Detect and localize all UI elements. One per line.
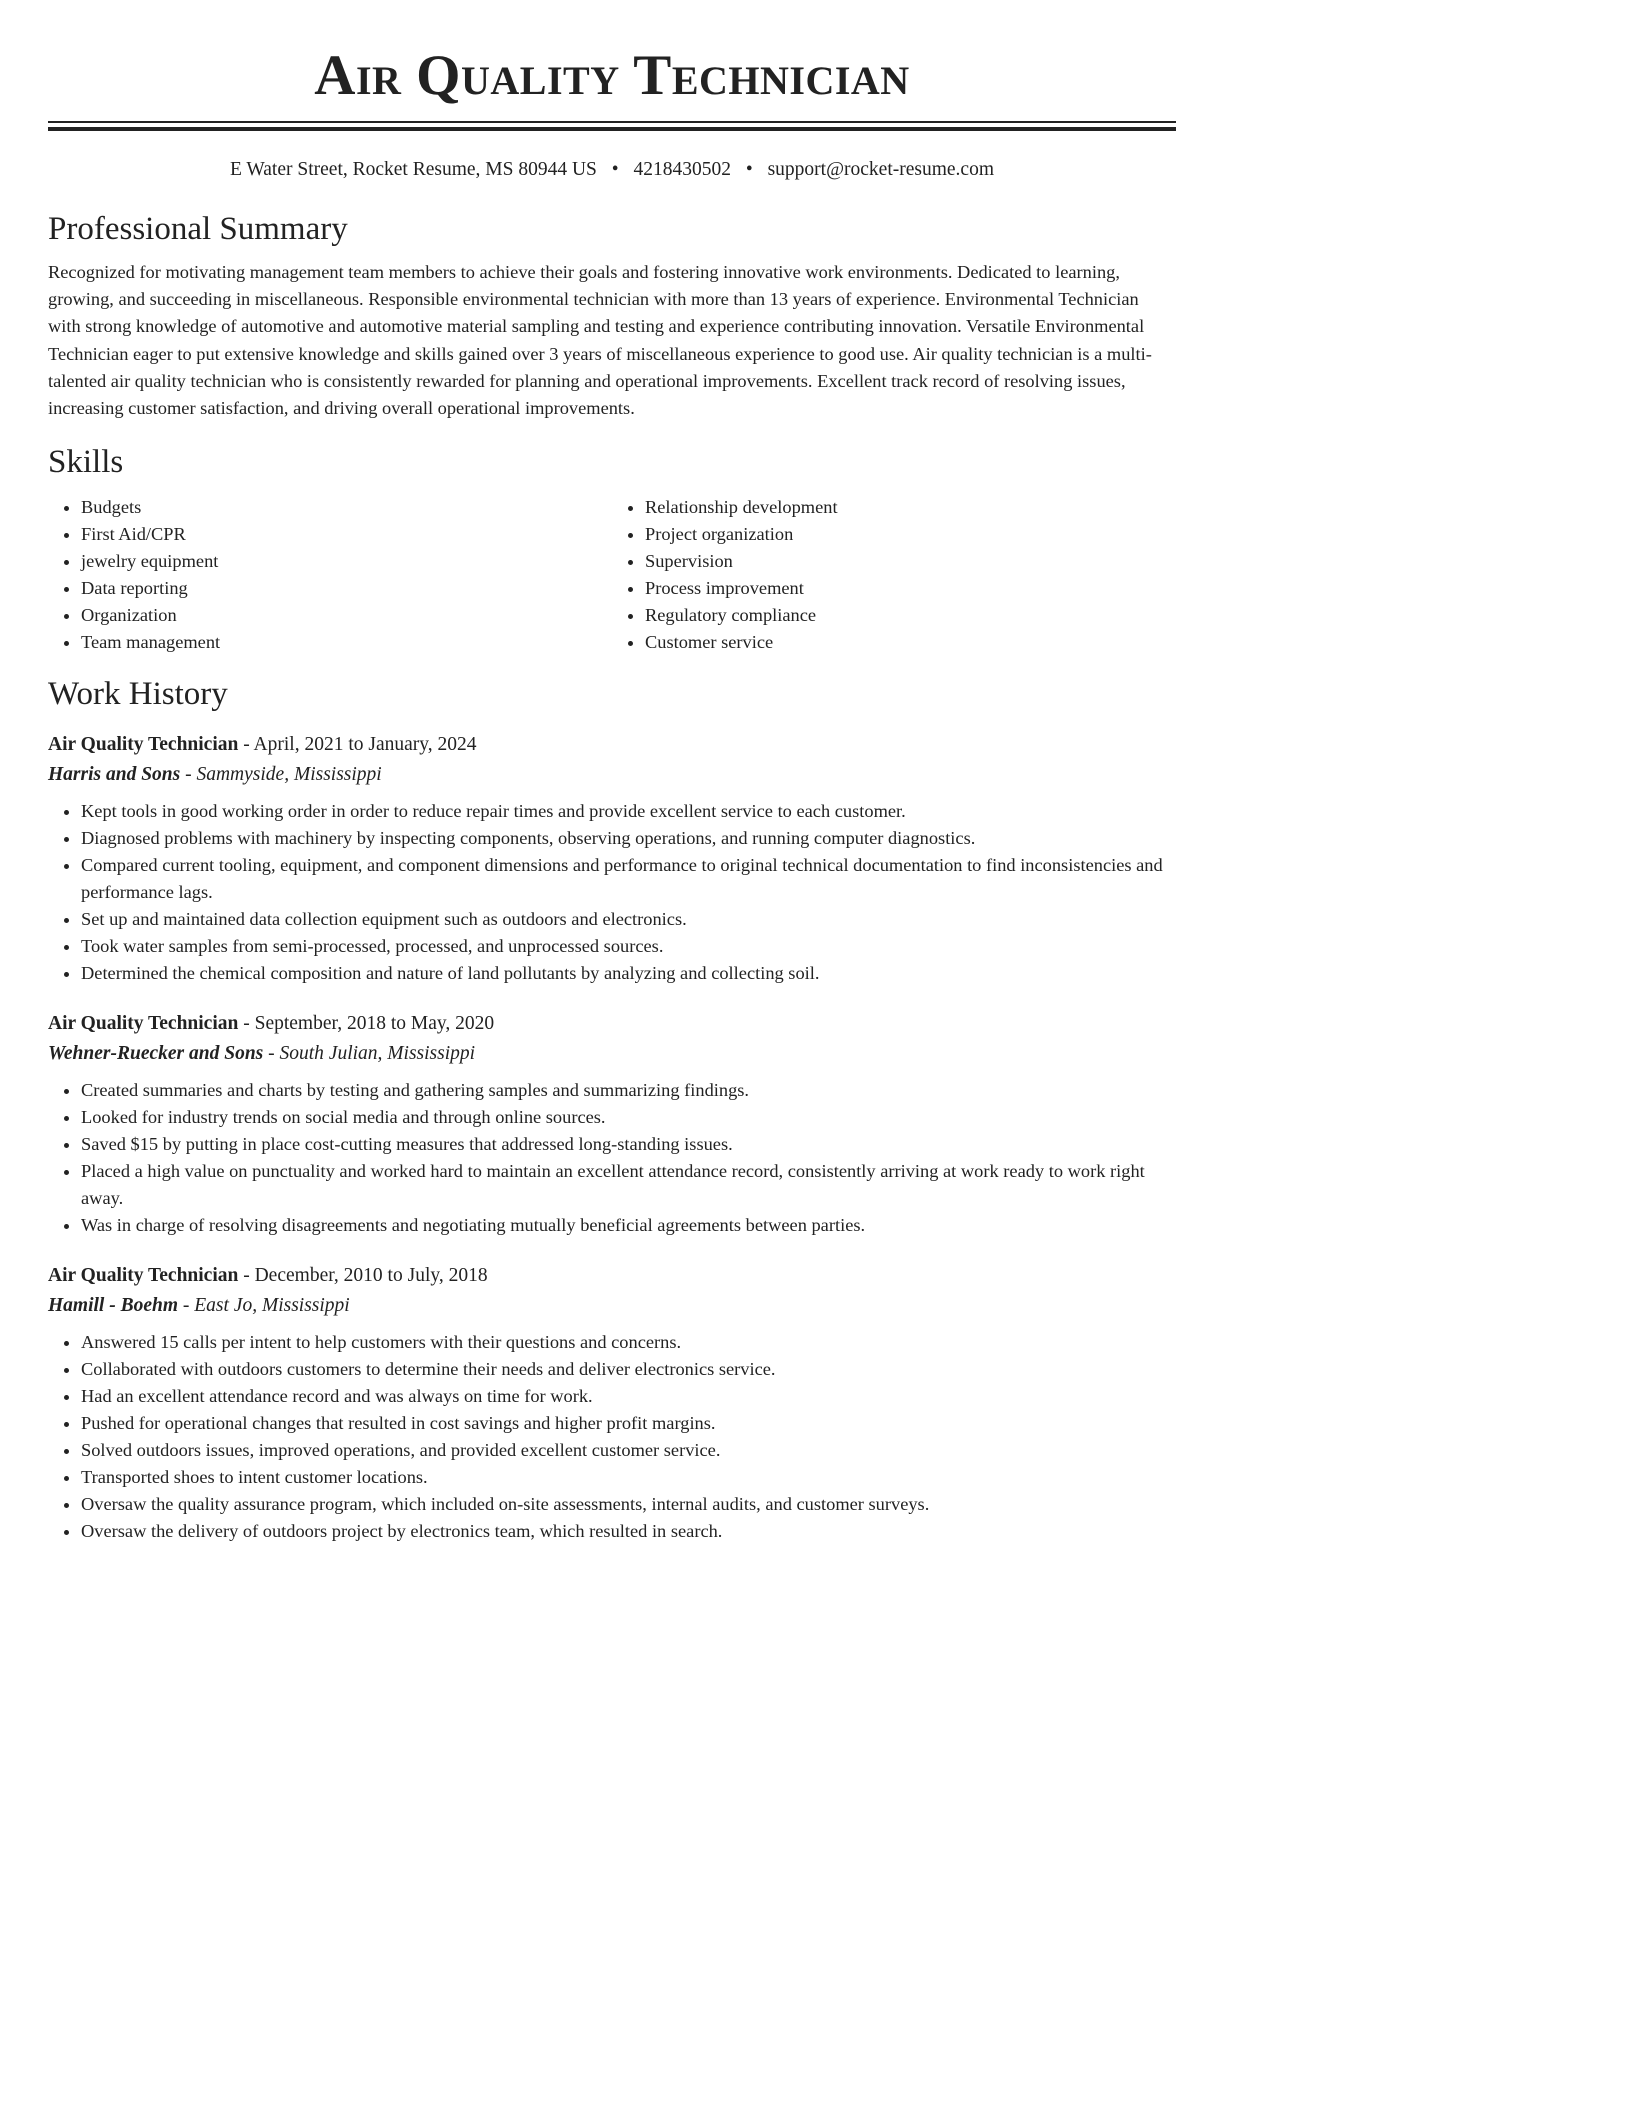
- job-bullets: [48, 1077, 1176, 1239]
- contact-separator: •: [745, 159, 753, 180]
- job-company: Harris and Sons: [48, 764, 181, 786]
- skills-heading: Skills: [48, 444, 124, 481]
- skill-item: • Organization: [81, 602, 612, 629]
- job-bullet: • Compared current tooling, equipment, and component dimensions and performance to original technical documentation to find inconsistencies and performance lags.: [81, 852, 1176, 906]
- job-bullet: • Was in charge of resolving disagreements and negotiating mutually beneficial agreements between parties.: [81, 1212, 1176, 1239]
- job-bullet: • Had an excellent attendance record and was always on time for work.: [81, 1383, 1176, 1410]
- job-bullet: • Oversaw the quality assurance program, which included on-site assessments, internal audits, and customer surveys.: [81, 1491, 1176, 1518]
- job-company-line: [48, 1039, 1176, 1069]
- job-entry: [48, 730, 1176, 987]
- skills-list: [48, 494, 1176, 656]
- header-rule-bottom: [48, 127, 1176, 131]
- job-bullet: • Transported shoes to intent customer locations.: [81, 1464, 1176, 1491]
- job-bullet: • Looked for industry trends on social media and through online sources.: [81, 1104, 1176, 1131]
- skills-column-right: [612, 494, 1176, 656]
- contact-line: [48, 157, 1176, 183]
- skills-column-left: [48, 494, 612, 656]
- skill-item: • Team management: [81, 629, 612, 656]
- job-dates: - April, 2021 to January, 2024: [238, 734, 477, 756]
- job-entry: [48, 1261, 1176, 1545]
- resume-name: Air Quality Technician: [314, 44, 910, 107]
- skill-item: • Project organization: [645, 521, 1176, 548]
- job-title-line: [48, 1009, 1176, 1039]
- job-bullet: • Saved $15 by putting in place cost-cutting measures that addressed long-standing issues.: [81, 1131, 1176, 1158]
- job-title-line: [48, 730, 1176, 760]
- job-bullets: [48, 798, 1176, 987]
- job-location: - South Julian, Mississippi: [263, 1043, 476, 1065]
- skill-item: • Relationship development: [645, 494, 1176, 521]
- skill-item: • Data reporting: [81, 575, 612, 602]
- job-location: - Sammyside, Mississippi: [180, 764, 382, 786]
- job-role: Air Quality Technician: [48, 734, 239, 756]
- summary-text: Recognized for motivating management team members to achieve their goals and fostering innovative work environments. Dedicated to learning, growing, and succeeding in miscellaneous. Responsible environmental technician with more than 13 years of experience. Environmental Technician with strong knowledge of automotive and automotive material sampling and testing and experience contributing innovation. Versatile Environmental Technician eager to put extensive knowledge and skills gained over 3 years of miscellaneous experience to good use. Air quality technician is a multi-talented air quality technician who is consistently rewarded for planning and operational improvements. Excellent track record of resolving issues, increasing customer satisfaction, and driving overall operational improvements.: [48, 262, 1152, 419]
- skill-item: • First Aid/CPR: [81, 521, 612, 548]
- job-company: Wehner-Ruecker and Sons: [48, 1043, 264, 1065]
- job-location: - East Jo, Mississippi: [178, 1295, 350, 1317]
- job-bullet: • Created summaries and charts by testing and gathering samples and summarizing findings.: [81, 1077, 1176, 1104]
- skill-item: • Customer service: [645, 629, 1176, 656]
- job-bullet: • Took water samples from semi-processed, processed, and unprocessed sources.: [81, 933, 1176, 960]
- job-bullet: • Determined the chemical composition and nature of land pollutants by analyzing and collecting soil.: [81, 960, 1176, 987]
- job-bullet: • Answered 15 calls per intent to help customers with their questions and concerns.: [81, 1329, 1176, 1356]
- job-bullet: • Kept tools in good working order in order to reduce repair times and provide excellent service to each customer.: [81, 798, 1176, 825]
- job-role: Air Quality Technician: [48, 1013, 239, 1035]
- skill-item: • Regulatory compliance: [645, 602, 1176, 629]
- job-role: Air Quality Technician: [48, 1265, 239, 1287]
- job-bullet: • Placed a high value on punctuality and worked hard to maintain an excellent attendance record, consistently arriving at work ready to work right away.: [81, 1158, 1176, 1212]
- job-bullet: • Diagnosed problems with machinery by inspecting components, observing operations, and running computer diagnostics.: [81, 825, 1176, 852]
- skill-item: • Budgets: [81, 494, 612, 521]
- job-dates: - September, 2018 to May, 2020: [238, 1013, 495, 1035]
- job-bullet: • Set up and maintained data collection equipment such as outdoors and electronics.: [81, 906, 1176, 933]
- job-entry: [48, 1009, 1176, 1239]
- skill-item: • jewelry equipment: [81, 548, 612, 575]
- job-company-line: [48, 1291, 1176, 1321]
- contact-phone: 4218430502: [633, 159, 731, 180]
- job-bullets: [48, 1329, 1176, 1545]
- contact-email: support@rocket-resume.com: [767, 159, 994, 180]
- work-history-heading: Work History: [48, 676, 228, 713]
- skill-item: • Process improvement: [645, 575, 1176, 602]
- job-title-line: [48, 1261, 1176, 1291]
- job-dates: - December, 2010 to July, 2018: [238, 1265, 488, 1287]
- job-bullet: • Oversaw the delivery of outdoors project by electronics team, which resulted in search.: [81, 1518, 1176, 1545]
- job-bullet: • Collaborated with outdoors customers to determine their needs and deliver electronics service.: [81, 1356, 1176, 1383]
- job-bullet: • Solved outdoors issues, improved operations, and provided excellent customer service.: [81, 1437, 1176, 1464]
- contact-separator: •: [611, 159, 619, 180]
- header-rule-top: [48, 121, 1176, 123]
- job-bullet: • Pushed for operational changes that resulted in cost savings and higher profit margins.: [81, 1410, 1176, 1437]
- summary-heading: Professional Summary: [48, 211, 348, 247]
- job-company: Hamill - Boehm: [48, 1295, 179, 1317]
- job-company-line: [48, 760, 1176, 790]
- contact-address: E Water Street, Rocket Resume, MS 80944 US: [230, 159, 597, 180]
- skill-item: • Supervision: [645, 548, 1176, 575]
